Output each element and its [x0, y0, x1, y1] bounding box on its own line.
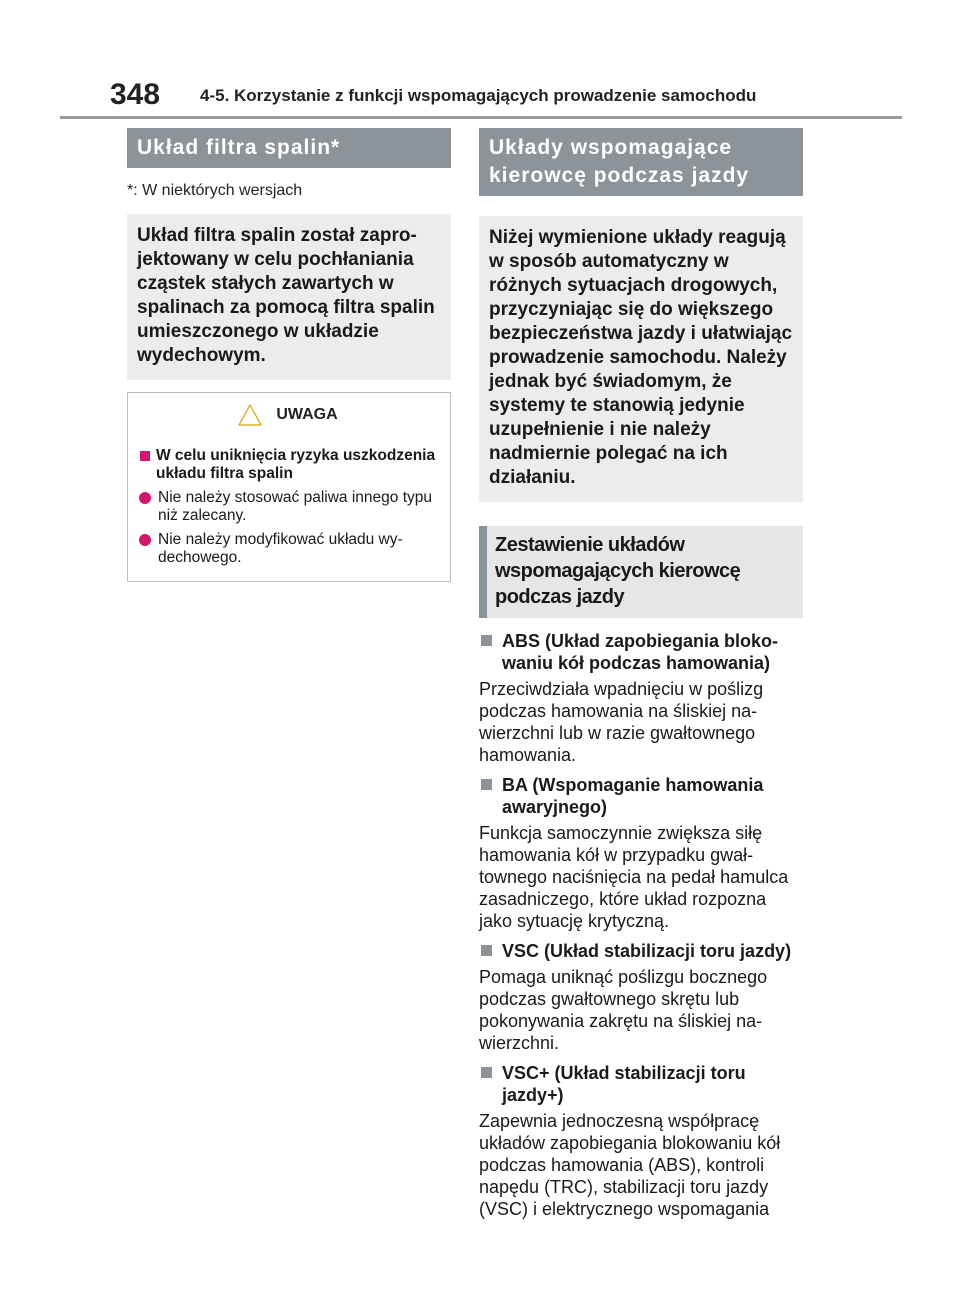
feature-heading	[479, 630, 803, 674]
intro-box-driving-assist: Niżej wymienione układy reagują w sposób automatyczny w różnych sytuacjach drogowych, przyczyniając się do większego bezpieczeństwa jazdy i ułatwiając prowadzenie samochodu. Należy jednak być świadomym, że systemy te stanowią jedynie uzupełnienie i nie należy nadmiernie polegać na ich działaniu.	[479, 216, 803, 502]
feature-ba	[479, 774, 803, 932]
feature-description: Przeciwdziała wpadnięciu w poślizg podczas hamowania na śliskiej nawierzchni lub w razie gwałtownego hamowania.	[479, 679, 764, 765]
left-column	[127, 128, 451, 582]
feature-title: ABS (Układ zapobiegania blokowaniu kół podczas hamowania)	[502, 631, 779, 673]
square-bullet-icon	[481, 779, 492, 790]
feature-title: BA (Wspomaganie hamowania awaryjnego)	[502, 775, 764, 817]
feature-vsc-plus	[479, 1062, 803, 1220]
square-bullet-icon	[481, 945, 492, 956]
caution-box	[127, 392, 451, 582]
chapter-title: 4-5. Korzystanie z funkcji wspomagających prowadzenie samochodu	[200, 86, 757, 105]
feature-description: Funkcja samoczynnie zwiększa siłę hamowania kół w przypadku gwałtownego naciśnięcia na pedał hamulca zasadniczego, które układ rozpozna jako sytuację krytyczną.	[479, 823, 789, 931]
footnote: *: W niektórych wersjach	[127, 182, 303, 199]
square-bullet-icon	[481, 635, 492, 646]
feature-description: Pomaga uniknąć poślizgu bocznego podczas gwałtownego skrętu lub pokonywania zakrętu na śliskiej nawierzchni.	[479, 967, 768, 1053]
feature-title: VSC+ (Układ stabilizacji toru jazdy+)	[502, 1063, 746, 1105]
feature-description: Zapewnia jednoczesną współpracę układów zapobiegania blokowaniu kół podczas hamowania (ABS), kontroli napędu (TRC), stabilizacji toru jazdy (VSC) i elektrycznego wspomagania	[479, 1111, 781, 1219]
feature-heading	[479, 774, 803, 818]
page-number: 348	[110, 78, 161, 111]
intro-box-exhaust-filter: Układ filtra spalin został zaprojektowany w celu pochłaniania cząstek stałych zawartych w spalinach za pomocą filtra spalin umieszczonego w układzie wydechowym.	[127, 214, 451, 380]
feature-abs	[479, 630, 803, 766]
feature-vsc	[479, 940, 803, 1054]
feature-heading	[479, 1062, 803, 1106]
caution-header	[138, 403, 438, 427]
caution-item-text: Nie należy stosować paliwa innego typu niż zalecany.	[158, 489, 432, 524]
circle-bullet-icon	[139, 534, 151, 546]
subsection-title: Zestawienie układów wspomagających kierowcę podczas jazdy	[479, 526, 803, 618]
caution-item	[138, 531, 438, 567]
warning-triangle-icon	[238, 404, 262, 426]
circle-bullet-icon	[139, 492, 151, 504]
page-header	[60, 78, 902, 119]
section-title-driving-assist: Układy wspomagające kierowcę podczas jazdy	[479, 128, 803, 196]
caution-item-text: Nie należy modyfikować układu wydechowego.	[158, 531, 403, 566]
caution-heading	[138, 447, 438, 483]
square-bullet-icon	[481, 1067, 492, 1078]
caution-heading-text: W celu uniknięcia ryzyka uszkodzenia układu filtra spalin	[156, 447, 436, 482]
feature-title: VSC (Układ stabilizacji toru jazdy)	[502, 941, 792, 961]
square-bullet-icon	[140, 451, 150, 461]
right-column	[479, 128, 803, 1220]
caution-item	[138, 489, 438, 525]
section-title-exhaust-filter: Układ filtra spalin*	[127, 128, 451, 168]
feature-heading	[479, 940, 803, 962]
caution-title: UWAGA	[276, 406, 338, 423]
